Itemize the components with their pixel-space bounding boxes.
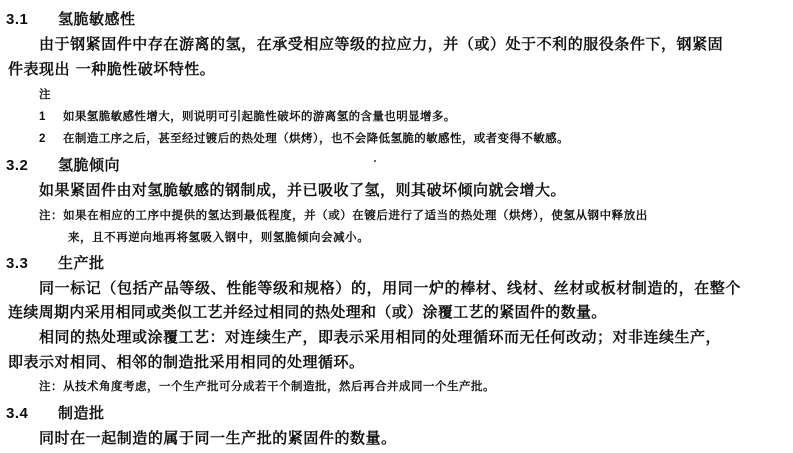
note-3-1-item-2-number: 2 (39, 133, 46, 145)
paragraph-3-2-line-1: 如果紧固件由对氢脆敏感的钢制成，并已吸收了氢，则其破坏倾向就会增大。 (39, 181, 567, 199)
note-3-1-item-1-number: 1 (39, 111, 46, 123)
heading-3-4-title: 制造批 (58, 404, 105, 422)
paragraph-3-3-1-line-2: 连续周期内采用相同或类似工艺并经过相同的热处理和（或）涂覆工艺的紧固件的数量。 (8, 303, 607, 321)
note-3-2-line-1: 注：如果在相应的工序中提供的氢达到最低程度，并（或）在镀后进行了适当的热处理（烘烤），使氢从钢中释放出 (39, 208, 648, 222)
heading-3-1-title: 氢脆敏感性 (58, 10, 136, 28)
note-3-1-item-2 (39, 130, 569, 146)
paragraph-3-4-line-1: 同时在一起制造的属于同一生产批的紧固件的数量。 (39, 429, 397, 447)
heading-3-3-number: 3.3 (6, 255, 29, 272)
heading-3-1-number: 3.1 (6, 11, 29, 28)
note-3-1-item-1-text: 如果氢脆敏感性增大，则说明可引起脆性破坏的游离氢的含量也明显增多。 (63, 109, 456, 123)
note-3-3: 注：从技术角度考虑，一个生产批可分成若干个制造批，然后再合并成同一个生产批。 (39, 379, 495, 393)
note-label-3-1: 注 (39, 87, 51, 101)
note-3-1-item-1 (39, 108, 456, 124)
heading-3-3 (6, 252, 105, 273)
note-3-2-line-2: 来，且不再逆向地再将氢吸入钢中，则氢脆倾向会减小。 (68, 230, 370, 244)
note-3-1-item-2-text: 在制造工序之后，甚至经过镀后的热处理（烘烤），也不会降低氢脆的敏感性，或者变得不敏感。 (63, 131, 569, 145)
heading-3-4-number: 3.4 (6, 405, 29, 422)
heading-3-3-title: 生产批 (58, 254, 105, 272)
heading-3-4 (6, 402, 105, 423)
heading-3-2-title: 氢脆倾向 (58, 156, 121, 174)
paragraph-3-1-line-2: 件表现出 一种脆性破坏特性。 (8, 60, 216, 78)
scan-speck (374, 160, 376, 162)
heading-3-2 (6, 154, 120, 175)
paragraph-3-3-1-line-1: 同一标记（包括产品等级、性能等级和规格）的，用同一炉的棒材、线材、丝材或板材制造的，在整个 (39, 279, 742, 297)
heading-3-2-number: 3.2 (6, 157, 29, 174)
heading-3-1 (6, 8, 136, 29)
paragraph-3-1-line-1: 由于钢紧固件中存在游离的氢，在承受相应等级的拉应力，并（或）处于不利的服役条件下，钢紧固 (39, 35, 724, 53)
paragraph-3-3-2-line-1: 相同的热处理或涂覆工艺：对连续生产，即表示采用相同的处理循环而无任何改动；对非连续生产， (39, 328, 722, 346)
paragraph-3-3-2-line-2: 即表示对相同、相邻的制造批采用相同的处理循环。 (8, 353, 365, 371)
